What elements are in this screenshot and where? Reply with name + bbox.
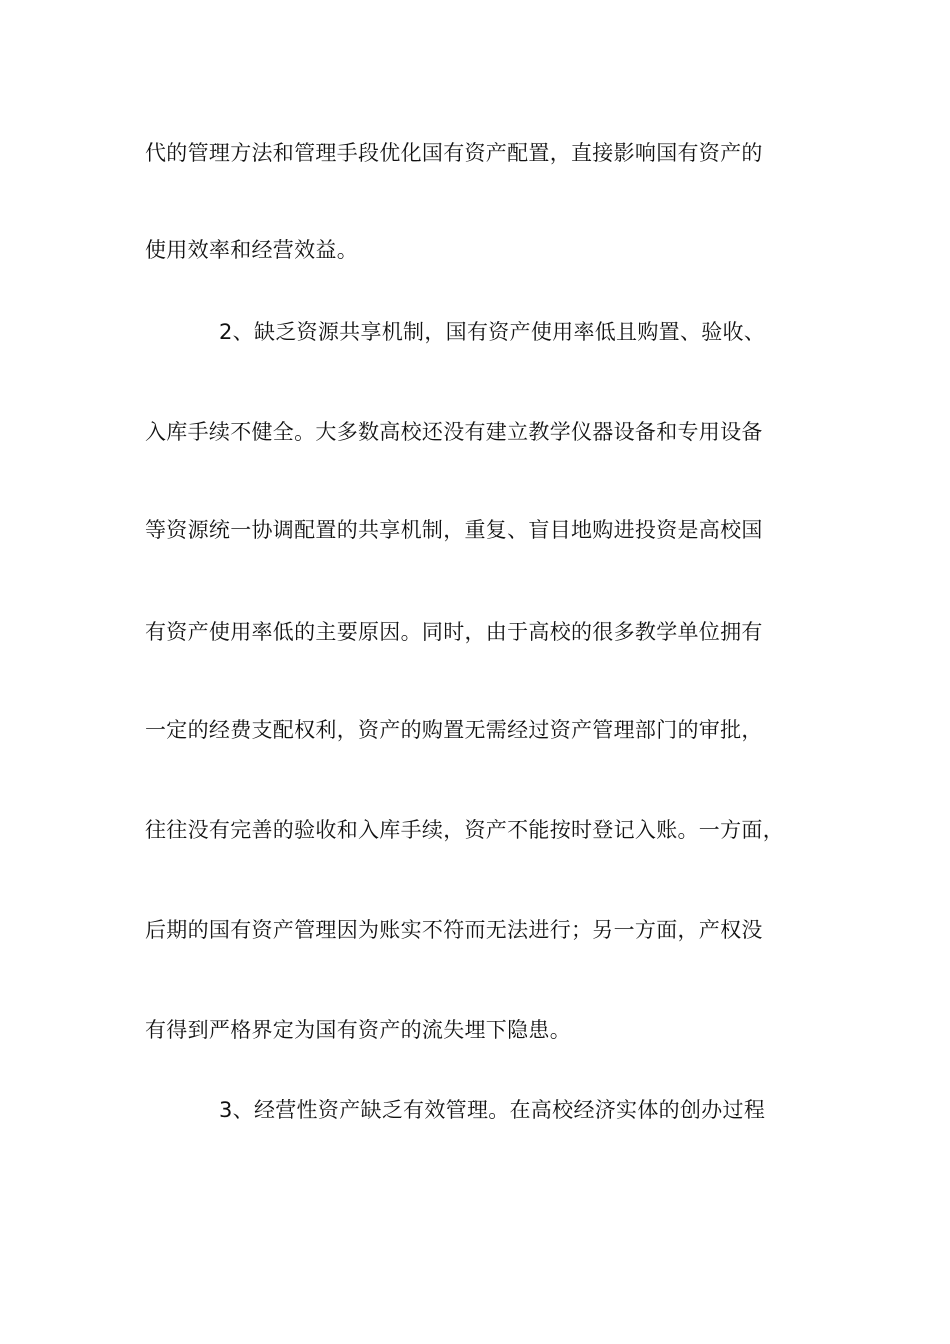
paragraph-line: 代的管理方法和管理手段优化国有资产配置，直接影响国有资产的 (145, 141, 763, 165)
paragraph-line: 后期的国有资产管理因为账实不符而无法进行；另一方面，产权没 (145, 918, 763, 942)
paragraph-heading-line: 2、缺乏资源共享机制，国有资产使用率低且购置、验收、 (219, 320, 766, 344)
paragraph-line: 有资产使用率低的主要原因。同时，由于高校的很多教学单位拥有 (145, 620, 763, 644)
paragraph-line: 入库手续不健全。大多数高校还没有建立教学仪器设备和专用设备 (145, 420, 763, 444)
paragraph-line: 往往没有完善的验收和入库手续，资产不能按时登记入账。一方面， (145, 818, 784, 842)
paragraph-line: 一定的经费支配权利，资产的购置无需经过资产管理部门的审批， (145, 718, 763, 742)
paragraph-line: 有得到严格界定为国有资产的流失埋下隐患。 (145, 1018, 571, 1042)
paragraph-line: 等资源统一协调配置的共享机制，重复、盲目地购进投资是高校国 (145, 518, 763, 542)
paragraph-line: 使用效率和经营效益。 (145, 238, 358, 262)
paragraph-heading-line: 3、经营性资产缺乏有效管理。在高校经济实体的创办过程 (219, 1098, 766, 1122)
